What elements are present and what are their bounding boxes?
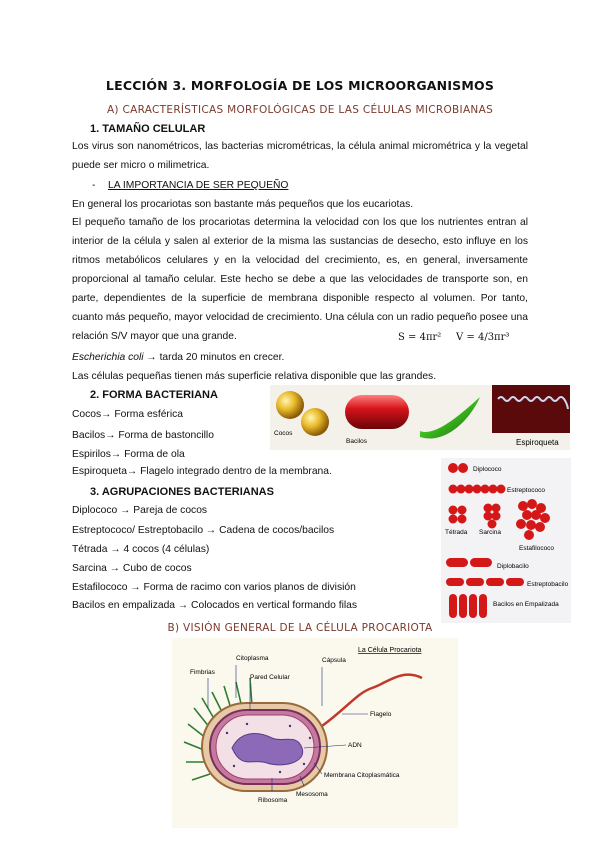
diplococo-cell bbox=[458, 463, 468, 473]
para-procariotas: En general los procariotas son bastante más pequeños que los eucariotas. bbox=[72, 199, 414, 210]
ecoli-name: Escherichia coli bbox=[72, 352, 144, 363]
coccus-shape bbox=[276, 391, 304, 419]
label-sarcina: Sarcina bbox=[479, 529, 502, 536]
spirochete-bg bbox=[492, 385, 570, 433]
para-tamano: Los virus son nanométricos, las bacterias micrométricas, la célula animal micrométrica y la vegetal puede ser micro o milimetrica. bbox=[72, 141, 528, 171]
subheading-importancia: LA IMPORTANCIA DE SER PEQUEÑO bbox=[108, 180, 289, 191]
diplococo-cell bbox=[448, 463, 458, 473]
diagram-title: La Célula Procariota bbox=[358, 647, 422, 654]
label-ribosoma: Ribosoma bbox=[258, 797, 288, 804]
label-flagelo: Flagelo bbox=[370, 711, 392, 718]
prokaryotic-cell-diagram bbox=[172, 638, 458, 828]
label-adn: ADN bbox=[348, 742, 362, 749]
list-item: Cocos→ Forma esférica bbox=[72, 409, 184, 420]
label-estreptococo: Estreptococo bbox=[507, 487, 545, 494]
ecoli-line bbox=[72, 352, 284, 363]
heading-agrupaciones: 3. AGRUPACIONES BACTERIANAS bbox=[90, 486, 274, 498]
bacterial-shapes-image bbox=[270, 385, 570, 450]
label-diplococo: Diplococo bbox=[473, 466, 502, 473]
label-estafilococo: Estafilococo bbox=[519, 545, 555, 552]
bacterial-arrangements-image bbox=[441, 458, 571, 623]
formula-volume: V = 4/3πr³ bbox=[456, 332, 510, 343]
label-cocos: Cocos bbox=[274, 430, 293, 437]
label-diplobacilo: Diplobacilo bbox=[497, 563, 529, 570]
formula-surface: S = 4πr² bbox=[398, 332, 442, 343]
label-capsula: Cápsula bbox=[322, 657, 346, 664]
bacillus-shape bbox=[345, 395, 409, 429]
list-item: Estreptococo/ Estreptobacilo → Cadena de cocos/bacilos bbox=[72, 525, 335, 536]
label-estreptobacilo: Estreptobacilo bbox=[527, 581, 569, 588]
label-empalizada: Bacilos en Empalizada bbox=[493, 601, 559, 608]
page-title: LECCIÓN 3. MORFOLOGÍA DE LOS MICROORGANISMOS bbox=[105, 78, 495, 93]
section-b-title: B) VISIÓN GENERAL DE LA CÉLULA PROCARIOTA bbox=[167, 622, 433, 634]
heading-tamano: 1. TAMAÑO CELULAR bbox=[90, 123, 206, 135]
sub-dash: - bbox=[92, 180, 96, 191]
list-item: Espiroqueta→ Flagelo integrado dentro de la membrana. bbox=[72, 466, 332, 477]
label-mesosoma: Mesosoma bbox=[296, 791, 328, 798]
label-membrana: Membrana Citoplasmática bbox=[324, 772, 400, 779]
label-espiroqueta: Espiroqueta bbox=[516, 438, 559, 447]
label-bacilos: Bacilos bbox=[346, 438, 367, 445]
list-item: Tétrada → 4 cocos (4 células) bbox=[72, 544, 210, 555]
label-tetrada: Tétrada bbox=[445, 529, 468, 536]
list-item: Diplococo → Pareja de cocos bbox=[72, 505, 208, 516]
label-citoplasma: Citoplasma bbox=[236, 655, 269, 662]
heading-forma: 2. FORMA BACTERIANA bbox=[90, 389, 218, 401]
coccus-shape bbox=[301, 408, 329, 436]
list-item: Bacilos→ Forma de bastoncillo bbox=[72, 430, 214, 441]
list-item: Bacilos en empalizada → Colocados en vertical formando filas bbox=[72, 600, 358, 611]
label-fimbrias: Fimbrias bbox=[190, 669, 215, 676]
section-a-title: A) CARACTERÍSTICAS MORFOLÓGICAS DE LAS CÉLULAS MICROBIANAS bbox=[106, 104, 494, 116]
list-item: Sarcina → Cubo de cocos bbox=[72, 563, 192, 574]
label-pared: Pared Celular bbox=[250, 674, 290, 681]
para-velocidad: El pequeño tamaño de los procariotas determina la velocidad con los que los nutrientes entran al interior de la célula y salen al exterior de la misma las sustancias de desecho, esto influye en los ritmos metabólicos celulares y en la velocidad del crecimiento, es, en general, inversamente proporcional al tamaño celular. Este hecho se debe a que las velocidades de transporte son, en parte, dependientes de la superficie de membrana disponible respecto al volumen. Por tanto, cuanto más pequeño, mayor velocidad de crecimiento. Una célula con un radio pequeño posee una relación S/V mayor que una grande. bbox=[72, 217, 528, 342]
list-item: Estafilococo → Forma de racimo con varios planos de división bbox=[72, 582, 356, 593]
para-superficie: Las células pequeñas tienen más superficie relativa disponible que las grandes. bbox=[72, 371, 437, 382]
ecoli-text: → tarda 20 minutos en crecer. bbox=[143, 352, 285, 363]
list-item: Espirilos→ Forma de ola bbox=[72, 449, 185, 460]
